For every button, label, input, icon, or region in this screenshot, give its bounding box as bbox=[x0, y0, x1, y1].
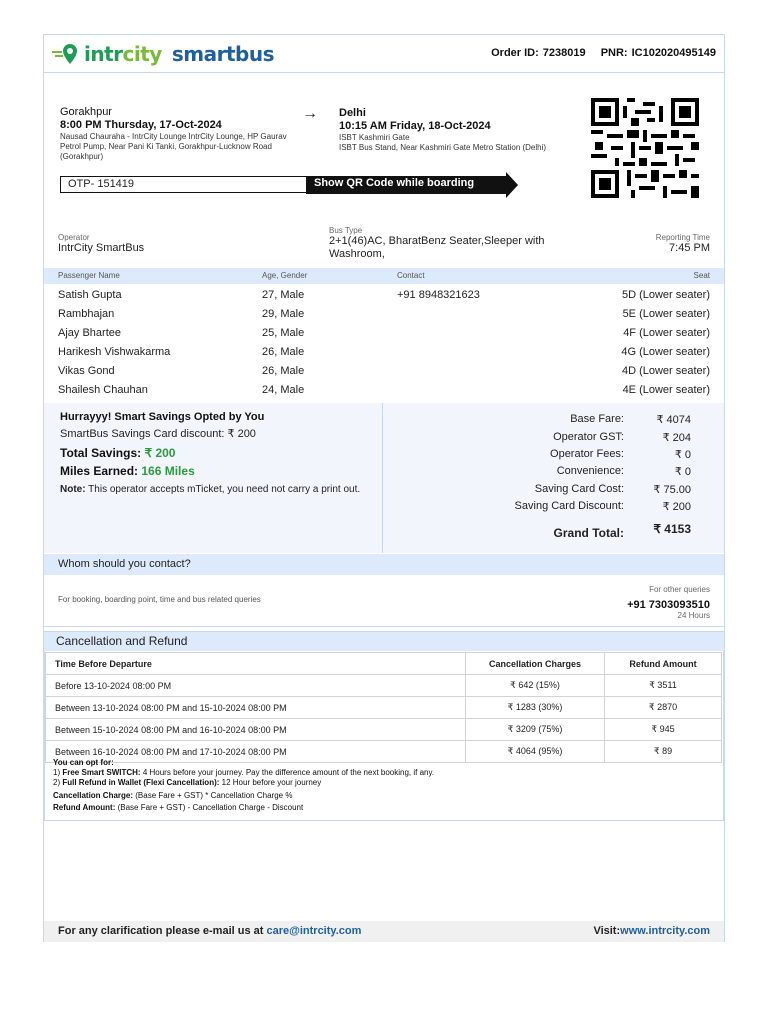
order-id-label: Order ID: bbox=[491, 47, 539, 59]
passenger-age-gender: 26, Male bbox=[262, 346, 305, 358]
fare-label: Operator Fees: bbox=[550, 448, 624, 460]
miles-earned-label: Miles Earned: bbox=[60, 464, 139, 478]
passenger-age-gender: 27, Male bbox=[262, 289, 305, 301]
grand-total-value: ₹ 4153 bbox=[653, 522, 691, 536]
time-window: Between 16-10-2024 08:00 PM and 17-10-2024 08:00 PM bbox=[46, 741, 466, 763]
header-age-gender: Age, Gender bbox=[262, 271, 308, 280]
miles-earned-value: 166 Miles bbox=[141, 464, 195, 478]
passenger-row bbox=[44, 343, 724, 362]
otp-code: OTP- 151419 bbox=[60, 176, 307, 193]
contact-divider bbox=[44, 626, 724, 627]
formula-text: (Base Fare + GST) - Cancellation Charge - Discount bbox=[117, 803, 304, 812]
refund-amount: ₹ 89 bbox=[605, 741, 722, 763]
passenger-seat: 5E (Lower seater) bbox=[622, 308, 710, 320]
header-seat: Seat bbox=[693, 271, 710, 280]
table-row bbox=[46, 697, 722, 719]
destination-city: Delhi bbox=[339, 107, 366, 119]
table-header-row bbox=[46, 653, 722, 675]
destination-point: ISBT Kashmiri Gate bbox=[339, 133, 410, 142]
passenger-row bbox=[44, 286, 724, 305]
passenger-seat: 4F (Lower seater) bbox=[623, 327, 710, 339]
passenger-row bbox=[44, 362, 724, 381]
reporting-time: 7:45 PM bbox=[669, 242, 710, 254]
passenger-table-header bbox=[44, 268, 724, 284]
passenger-age-gender: 25, Male bbox=[262, 327, 305, 339]
support-phone[interactable]: +91 7303093510 bbox=[627, 599, 710, 611]
origin-address: Nausad Chauraha - IntrCity Lounge IntrCity Lounge, HP Gaurav Petrol Pump, Near Pani Ki Tanki, Gorakhpur-Lucknow Road (Gorakhpur) bbox=[60, 132, 287, 161]
passenger-seat: 4G (Lower seater) bbox=[621, 346, 710, 358]
cancellation-charge: ₹ 4064 (95%) bbox=[466, 741, 605, 763]
passenger-name: Satish Gupta bbox=[58, 289, 122, 301]
fare-label: Operator GST: bbox=[553, 431, 624, 443]
brand-text-intr: intr bbox=[84, 42, 123, 66]
brand-text-city: city bbox=[122, 42, 162, 66]
order-id: 7238019 bbox=[542, 47, 586, 59]
operator-label: Operator bbox=[58, 233, 90, 242]
cancellation-charge: ₹ 3209 (75%) bbox=[466, 719, 605, 741]
cancellation-charge: ₹ 642 (15%) bbox=[466, 675, 605, 697]
operator-block bbox=[58, 233, 144, 254]
departure-time: 8:00 PM Thursday, 17-Oct-2024 bbox=[60, 119, 222, 131]
fare-value: ₹ 0 bbox=[674, 449, 691, 461]
support-hours: 24 Hours bbox=[677, 611, 710, 620]
passenger-name: Shailesh Chauhan bbox=[58, 384, 148, 396]
refund-amount: ₹ 2870 bbox=[605, 697, 722, 719]
note-text: This operator accepts mTicket, you need not carry a print out. bbox=[88, 484, 361, 495]
cancellation-charge-formula bbox=[53, 791, 713, 801]
operator-name: IntrCity SmartBus bbox=[58, 242, 145, 254]
header-divider bbox=[44, 72, 724, 73]
cancellation-title-bar bbox=[44, 632, 724, 651]
refund-amount: ₹ 3511 bbox=[605, 675, 722, 697]
website-link[interactable]: www.intrcity.com bbox=[620, 925, 710, 937]
support-email-link[interactable]: care@intrcity.com bbox=[266, 925, 362, 937]
passenger-name: Ajay Bhartee bbox=[58, 327, 121, 339]
passenger-row bbox=[44, 305, 724, 324]
ticket bbox=[43, 34, 725, 942]
table-row bbox=[46, 719, 722, 741]
options-title: You can opt for: bbox=[53, 758, 114, 767]
arrow-right-icon: → bbox=[302, 105, 318, 122]
savings-discount: SmartBus Savings Card discount: ₹ 200 bbox=[60, 428, 256, 440]
passenger-age-gender: 24, Male bbox=[262, 384, 305, 396]
fare-value: ₹ 0 bbox=[674, 466, 691, 478]
fare-value: ₹ 4074 bbox=[656, 414, 691, 426]
option-number: 2) bbox=[53, 778, 61, 787]
passenger-name: Rambhajan bbox=[58, 308, 115, 320]
savings-title: Hurrayyy! Smart Savings Opted by You bbox=[60, 411, 265, 423]
total-savings-label: Total Savings: bbox=[60, 446, 142, 460]
cancellation-title: Cancellation and Refund bbox=[56, 634, 188, 648]
header-refund-amount: Refund Amount bbox=[605, 653, 722, 675]
passenger-row bbox=[44, 324, 724, 343]
header-passenger-name: Passenger Name bbox=[58, 271, 120, 280]
header-time-before-departure: Time Before Departure bbox=[46, 653, 466, 675]
time-window: Between 13-10-2024 08:00 PM and 15-10-2024 08:00 PM bbox=[46, 697, 466, 719]
order-info bbox=[487, 47, 716, 59]
qr-code-icon bbox=[591, 97, 699, 199]
footer-visit bbox=[593, 925, 710, 937]
savings-block bbox=[60, 411, 370, 496]
cancellation-charge: ₹ 1283 (30%) bbox=[466, 697, 605, 719]
footer-clarification bbox=[58, 925, 361, 937]
pnr-label: PNR: bbox=[600, 47, 628, 59]
origin-city: Gorakhpur bbox=[60, 106, 112, 118]
miles-earned bbox=[60, 464, 370, 478]
total-savings bbox=[60, 446, 370, 460]
brand-text-smartbus: smartbus bbox=[171, 42, 274, 66]
visit-label: Visit: bbox=[593, 925, 621, 937]
cancellation-table bbox=[45, 652, 722, 763]
time-window: Before 13-10-2024 08:00 PM bbox=[46, 675, 466, 697]
mticket-note bbox=[60, 484, 370, 496]
contact-title: Whom should you contact? bbox=[58, 558, 191, 570]
passenger-name: Harikesh Vishwakarma bbox=[58, 346, 171, 358]
header-cancellation-charges: Cancellation Charges bbox=[466, 653, 605, 675]
passenger-age-gender: 26, Male bbox=[262, 365, 305, 377]
fare-value: ₹ 200 bbox=[662, 501, 691, 513]
fare-label: Saving Card Cost: bbox=[534, 483, 624, 495]
option-flexi-cancellation bbox=[53, 778, 713, 788]
fare-label: Saving Card Discount: bbox=[514, 500, 624, 512]
table-row bbox=[46, 675, 722, 697]
passenger-name: Vikas Gond bbox=[58, 365, 115, 377]
savings-divider bbox=[382, 403, 383, 553]
cancellation-options bbox=[53, 758, 713, 813]
bus-type-block bbox=[329, 226, 559, 261]
passenger-row bbox=[44, 381, 724, 400]
clarification-text: For any clarification please e-mail us at bbox=[58, 925, 264, 937]
option-text: 12 Hour before your journey bbox=[221, 778, 322, 787]
passenger-contact: +91 8948321623 bbox=[397, 289, 480, 301]
pnr-value: IC102020495149 bbox=[631, 47, 716, 59]
destination-address: ISBT Bus Stand, Near Kashmiri Gate Metro Station (Delhi) bbox=[339, 143, 547, 152]
other-queries-label: For other queries bbox=[649, 585, 710, 594]
passenger-seat: 4D (Lower seater) bbox=[621, 365, 710, 377]
option-title: Full Refund in Wallet (Flexi Cancellation): bbox=[62, 778, 220, 787]
passenger-seat: 5D (Lower seater) bbox=[621, 289, 710, 301]
passenger-seat: 4E (Lower seater) bbox=[622, 384, 710, 396]
passenger-age-gender: 29, Male bbox=[262, 308, 305, 320]
footer bbox=[44, 921, 724, 942]
qr-note-text: Show QR Code while boarding bbox=[314, 177, 475, 189]
option-title: Free Smart SWITCH: bbox=[62, 768, 141, 777]
reporting-time-label: Reporting Time bbox=[655, 233, 710, 242]
contact-other-block bbox=[627, 585, 710, 620]
grand-total-label: Grand Total: bbox=[553, 526, 624, 540]
formula-title: Cancellation Charge: bbox=[53, 791, 134, 800]
bus-type-label: Bus Type bbox=[329, 226, 363, 235]
bus-type: 2+1(46)AC, BharatBenz Seater,Sleeper with Washroom, bbox=[329, 235, 545, 260]
refund-amount-formula bbox=[53, 803, 713, 813]
contact-description: For booking, boarding point, time and bus related queries bbox=[58, 595, 261, 604]
time-window: Between 15-10-2024 08:00 PM and 16-10-2024 08:00 PM bbox=[46, 719, 466, 741]
option-number: 1) bbox=[53, 768, 61, 777]
formula-title: Refund Amount: bbox=[53, 803, 116, 812]
destination-block bbox=[339, 107, 579, 153]
fare-value: ₹ 75.00 bbox=[653, 484, 691, 496]
total-savings-value: ₹ 200 bbox=[144, 446, 176, 460]
contact-title-bar bbox=[44, 554, 724, 575]
note-label: Note: bbox=[60, 484, 86, 495]
fare-label: Convenience: bbox=[556, 465, 624, 477]
reporting-block bbox=[656, 233, 710, 254]
header-contact: Contact bbox=[397, 271, 425, 280]
fare-label: Base Fare: bbox=[570, 413, 624, 425]
option-smart-switch bbox=[53, 768, 713, 778]
arrival-time: 10:15 AM Friday, 18-Oct-2024 bbox=[339, 120, 491, 132]
location-pin-icon bbox=[52, 42, 80, 66]
fare-value: ₹ 204 bbox=[662, 432, 691, 444]
formula-text: (Base Fare + GST) * Cancellation Charge % bbox=[135, 791, 293, 800]
origin-block bbox=[60, 106, 300, 162]
refund-amount: ₹ 945 bbox=[605, 719, 722, 741]
option-text: 4 Hours before your journey. Pay the difference amount of the next booking, if any. bbox=[142, 768, 435, 777]
brand-logo bbox=[52, 39, 274, 69]
